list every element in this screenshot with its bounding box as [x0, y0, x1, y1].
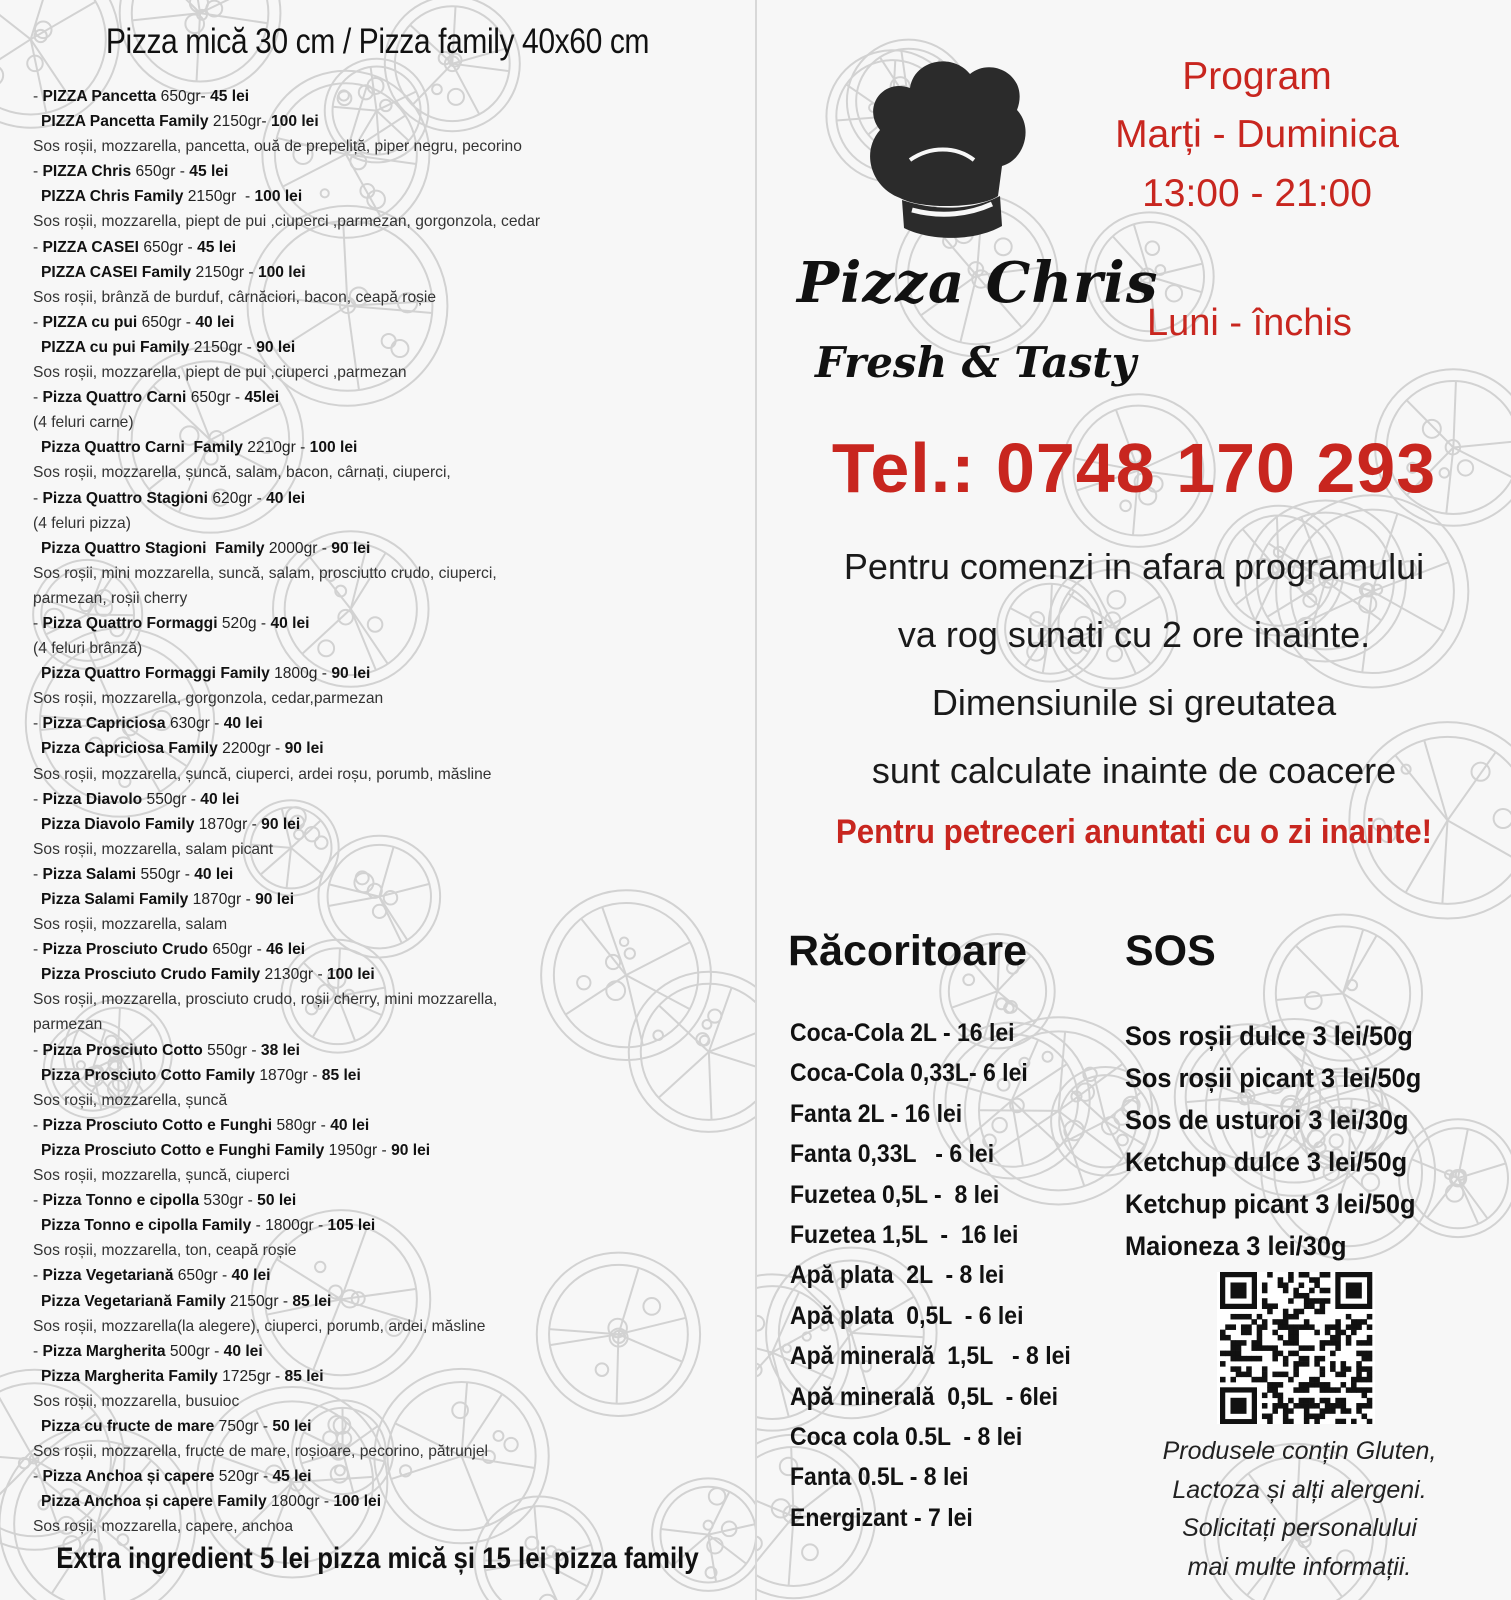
- menu-item-weight: 1800g -: [269, 665, 332, 683]
- menu-item-name: Pizza Quattro Carni: [42, 389, 187, 407]
- menu-item: [33, 335, 733, 360]
- menu-item-price: 40 lei: [223, 1342, 263, 1360]
- menu-item-price: 45 lei: [272, 1468, 312, 1486]
- menu-item-pre: -: [33, 1192, 43, 1210]
- menu-item-weight: 580gr -: [272, 1116, 331, 1134]
- menu-item-name: Pizza Anchoa și capere Family: [41, 1493, 267, 1511]
- menu-item-price: 40 lei: [266, 489, 306, 507]
- menu-item-weight: 2150gr-: [208, 113, 271, 131]
- menu-item-pre: -: [33, 865, 43, 883]
- sauce-item: Ketchup picant 3 lei/50g: [1125, 1189, 1416, 1219]
- sauce-item: Sos roșii picant 3 lei/50g: [1125, 1063, 1422, 1093]
- menu-item-weight: 2150gr -: [189, 338, 257, 356]
- sauce-item: Maioneza 3 lei/30g: [1125, 1231, 1347, 1261]
- extra-ingredient-note: Extra ingredient 5 lei pizza mică și 15 lei pizza family: [56, 1542, 699, 1575]
- menu-item-pre: -: [33, 614, 43, 632]
- menu-description: Sos roșii, mozzarella(la alegere), ciuperci, porumb, ardei, măsline: [33, 1317, 486, 1335]
- menu-item-price: 100 lei: [257, 263, 306, 281]
- menu-item-price: 40 lei: [223, 715, 263, 733]
- info-line: Pentru comenzi in afara programului: [843, 546, 1425, 587]
- menu-item-name: Pizza Margherita: [42, 1342, 166, 1360]
- menu-item-weight: 650gr -: [137, 313, 196, 331]
- info-panel: [757, 0, 1511, 1600]
- menu-item-pre: -: [33, 1342, 43, 1360]
- menu-description: Sos roșii, mozzarella, ton, ceapă roșie: [33, 1242, 297, 1260]
- menu-item-name: Pizza Quattro Stagioni: [42, 489, 209, 507]
- menu-item-price: 50 lei: [257, 1192, 297, 1210]
- menu-item: [33, 862, 733, 887]
- menu-item-name: Pizza Vegetariană Family: [41, 1292, 226, 1310]
- menu-item-pre: -: [33, 715, 43, 733]
- drink-item: Apă minerală 0,5L - 6lei: [790, 1382, 1059, 1411]
- menu-item-weight: 1725gr -: [217, 1367, 285, 1385]
- menu-item-price: 40 lei: [200, 790, 240, 808]
- menu-item-name: Pizza Diavolo: [42, 790, 143, 808]
- program-label: Program: [1182, 55, 1332, 98]
- menu-description: parmezan, roșii cherry: [33, 589, 188, 607]
- menu-item-name: PIZZA CASEI Family: [41, 263, 192, 281]
- menu-item: [33, 611, 733, 636]
- menu-item-price: 46 lei: [266, 941, 306, 959]
- menu-item-price: 105 lei: [327, 1217, 376, 1235]
- menu-item-price: 90 lei: [331, 539, 371, 557]
- menu-description: Sos roșii, brânză de burduf, cârnăciori, bacon, ceapă roșie: [33, 288, 437, 306]
- menu-item: [33, 1464, 733, 1489]
- menu-item-weight: 2210gr -: [242, 439, 310, 457]
- drink-item: Fanta 0,33L - 6 lei: [790, 1140, 995, 1169]
- menu-item-price: 90 lei: [331, 665, 371, 683]
- program-days: Marți - Duminica: [1115, 113, 1399, 156]
- menu-item-weight: 630gr -: [165, 715, 224, 733]
- menu-item-weight: 650gr -: [139, 238, 198, 256]
- closed-day: Luni - închis: [1147, 302, 1352, 344]
- menu-item-name: Pizza Prosciuto Crudo Family: [41, 966, 261, 984]
- menu-item: [33, 1263, 733, 1288]
- menu-item-price: 45 lei: [210, 88, 250, 105]
- phone-number[interactable]: Tel.: 0748 170 293: [831, 429, 1437, 507]
- sauce-item: Ketchup dulce 3 lei/50g: [1125, 1147, 1408, 1177]
- menu-item-price: 100 lei: [254, 188, 303, 206]
- allergen-line: Lactoza și alți alergeni.: [1172, 1475, 1427, 1504]
- menu-item-name: PIZZA Pancetta: [42, 88, 157, 105]
- menu-panel: [0, 0, 755, 1600]
- menu-item-weight: 2150gr -: [191, 263, 258, 281]
- menu-item-weight: 2200gr -: [217, 740, 285, 758]
- menu-item-weight: 2130gr -: [260, 966, 327, 984]
- menu-item-name: Pizza Prosciuto Cotto e Funghi Family: [41, 1141, 325, 1159]
- menu-item-pre: -: [33, 1041, 43, 1059]
- menu-item: [33, 937, 733, 962]
- menu-item-price: 45 lei: [197, 238, 237, 256]
- menu-item-weight: 1870gr -: [188, 891, 256, 908]
- menu-item-pre: -: [33, 88, 43, 105]
- menu-item-pre: -: [33, 941, 43, 959]
- menu-item-weight: 550gr -: [136, 865, 195, 883]
- menu-item-price: 40 lei: [330, 1116, 370, 1134]
- menu-item: [33, 1213, 733, 1238]
- menu-item-name: Pizza Salami: [42, 865, 137, 883]
- menu-item-price: 85 lei: [284, 1367, 324, 1385]
- menu-item-price: 40 lei: [194, 865, 234, 883]
- menu-item-name: Pizza Prosciuto Cotto: [42, 1041, 203, 1059]
- menu-item-name: Pizza Prosciuto Cotto e Funghi: [42, 1116, 273, 1134]
- menu-item-weight: 620gr -: [208, 489, 267, 507]
- menu-item-pre: -: [33, 313, 43, 331]
- menu-item: [33, 486, 733, 511]
- menu-item-pre: -: [33, 1267, 43, 1285]
- chef-hat-icon: [852, 48, 1032, 238]
- menu-item-name: PIZZA cu pui Family: [41, 338, 190, 356]
- menu-description: Sos roșii, mozzarella, salam: [33, 916, 228, 934]
- menu-description: (4 feluri brânză): [33, 640, 143, 658]
- menu-item: [33, 1063, 733, 1088]
- drink-item: Apă plata 2L - 8 lei: [790, 1261, 1005, 1290]
- menu-description: Sos roșii, mini mozzarella, suncă, salam, prosciutto crudo, ciuperci,: [33, 564, 497, 582]
- menu-description: Sos roșii, mozzarella, șuncă, ciuperci, ardei roșu, porumb, măsline: [33, 765, 492, 783]
- menu-item-pre: -: [33, 389, 43, 407]
- menu-item-price: 90 lei: [261, 815, 301, 833]
- menu-item-price: 90 lei: [256, 338, 296, 356]
- menu-item-weight: 550gr -: [142, 790, 201, 808]
- menu-item-weight: 650gr -: [173, 1267, 232, 1285]
- menu-description: Sos roșii, mozzarella, salam picant: [33, 840, 274, 858]
- sauce-item: Sos roșii dulce 3 lei/50g: [1125, 1021, 1413, 1051]
- menu-item-price: 90 lei: [255, 891, 295, 908]
- menu-item-weight: 1870gr -: [255, 1066, 322, 1084]
- info-line: Dimensiunile si greutatea: [931, 682, 1337, 723]
- menu-item: [33, 962, 733, 987]
- menu-item-name: Pizza Diavolo Family: [41, 815, 195, 833]
- menu-item-price: 40 lei: [195, 313, 235, 331]
- menu-item-weight: 2000gr -: [264, 539, 332, 557]
- menu-item-pre: -: [33, 1116, 43, 1134]
- menu-item-price: 100 lei: [270, 113, 319, 131]
- drink-item: Fanta 0.5L - 8 lei: [790, 1463, 969, 1492]
- drink-item: Apă plata 0,5L - 6 lei: [790, 1301, 1024, 1330]
- drink-item: Fanta 2L - 16 lei: [790, 1099, 963, 1128]
- menu-title: Pizza mică 30 cm / Pizza family 40x60 cm: [105, 22, 650, 61]
- menu-item-weight: 520g -: [217, 614, 271, 632]
- drink-item: Coca-Cola 0,33L- 6 lei: [790, 1059, 1028, 1088]
- menu-item-price: 40 lei: [231, 1267, 271, 1285]
- menu-item-price: 50 lei: [272, 1417, 312, 1435]
- menu-item-weight: 1870gr -: [194, 815, 262, 833]
- menu-item-name: Pizza Tonno e cipolla: [42, 1192, 200, 1210]
- menu-item-name: Pizza Quattro Formaggi Family: [41, 665, 270, 683]
- pizza-menu-list: [33, 84, 733, 1539]
- menu-item: [33, 1289, 733, 1314]
- menu-item: [33, 109, 733, 134]
- menu-item-name: Pizza Quattro Carni Family: [41, 439, 243, 457]
- menu-item-weight: 650gr -: [208, 941, 267, 959]
- menu-item-name: PIZZA CASEI: [42, 238, 139, 256]
- menu-item-weight: 1950gr -: [324, 1141, 392, 1159]
- drink-item: Apă minerală 1,5L - 8 lei: [790, 1342, 1071, 1371]
- menu-item-weight: 520gr -: [214, 1468, 273, 1486]
- menu-description: Sos roșii, mozzarella, șuncă: [33, 1091, 228, 1109]
- menu-description: Sos roșii, mozzarella, șuncă, salam, bacon, cârnați, ciuperci,: [33, 464, 451, 482]
- menu-description: Sos roșii, mozzarella, fructe de mare, roșioare, pecorino, pătrunjel: [33, 1443, 489, 1461]
- menu-item-name: PIZZA cu pui: [42, 313, 138, 331]
- menu-description: (4 feluri pizza): [33, 514, 131, 532]
- menu-item-name: Pizza Quattro Formaggi: [42, 614, 218, 632]
- menu-item-name: Pizza Prosciuto Crudo: [42, 941, 209, 959]
- sauce-item: Sos de usturoi 3 lei/30g: [1125, 1105, 1409, 1135]
- menu-item-price: 45lei: [244, 389, 280, 407]
- menu-item-name: Pizza Anchoa și capere: [42, 1468, 215, 1486]
- menu-item-price: 38 lei: [260, 1041, 300, 1059]
- menu-item-price: 90 lei: [284, 740, 324, 758]
- menu-item: [33, 661, 733, 686]
- menu-item: [33, 1364, 733, 1389]
- menu-item-name: Pizza Prosciuto Cotto Family: [41, 1066, 256, 1084]
- menu-item: [33, 184, 733, 209]
- qr-code-icon[interactable]: [1217, 1272, 1375, 1424]
- drinks-list: [790, 1013, 1095, 1538]
- menu-item-weight: 650gr -: [131, 163, 190, 181]
- menu-item-weight: - 1800gr -: [251, 1217, 328, 1235]
- menu-item-price: 85 lei: [321, 1066, 361, 1084]
- menu-item-weight: 500gr -: [165, 1342, 224, 1360]
- menu-item: [33, 1489, 733, 1514]
- menu-item-name: PIZZA Pancetta Family: [41, 113, 209, 131]
- menu-description: Sos roșii, mozzarella, pancetta, ouă de prepeliță, piper negru, pecorino: [33, 138, 522, 156]
- menu-item: [33, 235, 733, 260]
- menu-item: [33, 787, 733, 812]
- menu-item: [33, 1038, 733, 1063]
- menu-item: [33, 1113, 733, 1138]
- drinks-heading: Răcoritoare: [788, 927, 1027, 975]
- menu-item-name: Pizza Tonno e cipolla Family: [41, 1217, 252, 1235]
- menu-item: [33, 1414, 733, 1439]
- menu-item-weight: 550gr -: [202, 1041, 261, 1059]
- menu-item: [33, 1138, 733, 1163]
- menu-description: Sos roșii, mozzarella, prosciuto crudo, roșii cherry, mini mozzarella,: [33, 991, 498, 1009]
- menu-item: [33, 812, 733, 837]
- menu-item-price: 100 lei: [309, 439, 358, 457]
- allergen-line: Produsele conțin Gluten,: [1162, 1437, 1437, 1465]
- menu-item: [33, 1339, 733, 1364]
- brand-name: Pizza Chris: [797, 250, 1159, 316]
- menu-item-name: Pizza Margherita Family: [41, 1367, 218, 1385]
- menu-item-price: 100 lei: [326, 966, 375, 984]
- menu-item: [33, 736, 733, 761]
- menu-item-weight: 1800gr -: [266, 1493, 334, 1511]
- drink-item: Coca cola 0.5L - 8 lei: [790, 1422, 1023, 1451]
- menu-item: [33, 84, 733, 109]
- menu-item: [33, 887, 733, 912]
- info-line: va rog sunati cu 2 ore inainte.: [897, 614, 1371, 655]
- allergen-note: [1127, 1432, 1472, 1586]
- menu-item: [33, 711, 733, 736]
- menu-item: [33, 435, 733, 460]
- menu-item-name: Pizza Capriciosa Family: [41, 740, 218, 758]
- menu-item-price: 45 lei: [189, 163, 229, 181]
- menu-item: [33, 1188, 733, 1213]
- drink-item: Energizant - 7 lei: [790, 1503, 973, 1532]
- menu-item-name: Pizza Quattro Stagioni Family: [41, 539, 265, 557]
- menu-item: [33, 310, 733, 335]
- menu-item-name: Pizza Capriciosa: [42, 715, 166, 733]
- menu-item: [33, 536, 733, 561]
- sauce-list: [1125, 1015, 1440, 1267]
- drink-item: Coca-Cola 2L - 16 lei: [790, 1019, 1015, 1047]
- menu-item-weight: 750gr -: [214, 1417, 273, 1435]
- menu-item-price: 40 lei: [270, 614, 310, 632]
- menu-description: Sos roșii, mozzarella, busuioc: [33, 1392, 240, 1410]
- menu-description: (4 feluri carne): [33, 414, 134, 432]
- menu-item-pre: -: [33, 1468, 43, 1486]
- brand-tagline: Fresh & Tasty: [815, 338, 1137, 387]
- party-note: Pentru petreceri anuntati cu o zi inainte!: [835, 813, 1433, 851]
- info-line: sunt calculate inainte de coacere: [871, 750, 1397, 791]
- drink-item: Fuzetea 1,5L - 16 lei: [790, 1220, 1019, 1249]
- menu-item-name: PIZZA Chris: [42, 163, 132, 181]
- menu-item-price: 90 lei: [391, 1141, 431, 1159]
- menu-item-name: PIZZA Chris Family: [41, 188, 184, 206]
- menu-item-pre: -: [33, 489, 43, 507]
- sauce-heading: SOS: [1125, 927, 1216, 975]
- menu-item-weight: 650gr -: [186, 389, 245, 407]
- menu-item-weight: 650gr-: [156, 88, 211, 105]
- menu-description: Sos roșii, mozzarella, șuncă, ciuperci: [33, 1167, 290, 1185]
- menu-item-weight: 530gr -: [199, 1192, 258, 1210]
- menu-item-name: Pizza Salami Family: [41, 891, 189, 908]
- menu-description: Sos roșii, mozzarella, gorgonzola, cedar,parmezan: [33, 690, 384, 708]
- menu-item-name: Pizza cu fructe de mare: [41, 1417, 215, 1435]
- menu-item-name: Pizza Vegetariană: [42, 1267, 174, 1285]
- menu-item-pre: -: [33, 163, 43, 181]
- menu-item: [33, 260, 733, 285]
- menu-description: Sos roșii, mozzarella, capere, anchoa: [33, 1518, 294, 1536]
- menu-item-weight: 2150gr -: [225, 1292, 293, 1310]
- menu-item-weight: 2150gr -: [183, 188, 255, 206]
- menu-description: Sos roșii, mozzarella, piept de pui ,ciuperci ,parmezan: [33, 364, 407, 382]
- menu-item-price: 85 lei: [292, 1292, 332, 1310]
- menu-item: [33, 385, 733, 410]
- drink-item: Fuzetea 0,5L - 8 lei: [790, 1180, 1000, 1209]
- menu-item-pre: -: [33, 790, 43, 808]
- menu-description: Sos roșii, mozzarella, piept de pui ,ciuperci ,parmezan, gorgonzola, cedar: [33, 213, 541, 231]
- menu-item: [33, 159, 733, 184]
- menu-item-pre: -: [33, 238, 43, 256]
- menu-item-price: 100 lei: [333, 1493, 382, 1511]
- allergen-line: Solicitați personalului: [1182, 1514, 1417, 1542]
- allergen-line: mai multe informații.: [1187, 1552, 1412, 1581]
- menu-description: parmezan: [33, 1016, 103, 1034]
- program-hours: 13:00 - 21:00: [1142, 172, 1372, 215]
